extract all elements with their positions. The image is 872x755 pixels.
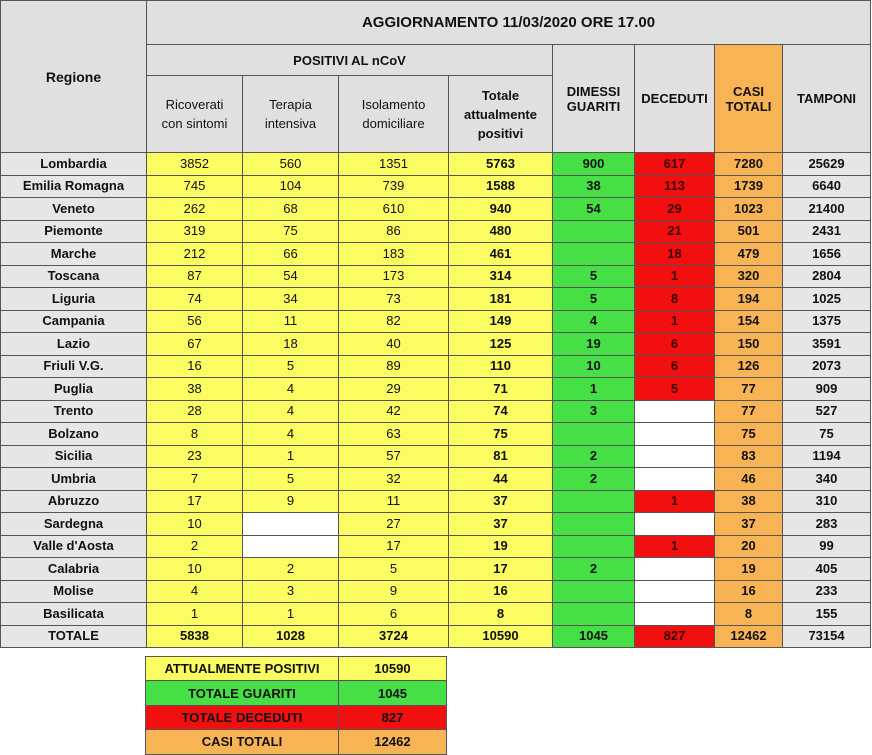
cell-isolamento: 27: [339, 513, 449, 536]
cell-ricoverati: 262: [147, 198, 243, 221]
summary-row: [146, 657, 447, 681]
cell-isolamento: 86: [339, 220, 449, 243]
cell-terapia: 68: [243, 198, 339, 221]
cell-totale-positivi: 17: [449, 558, 553, 581]
cell-terapia: 66: [243, 243, 339, 266]
table-row: [1, 378, 871, 401]
cell-regione: Lombardia: [1, 153, 147, 176]
cell-casi: 20: [715, 535, 783, 558]
cell-casi: 320: [715, 265, 783, 288]
cell-regione: Sicilia: [1, 445, 147, 468]
cell-casi: 75: [715, 423, 783, 446]
cell-terapia: 4: [243, 423, 339, 446]
cell-totale-positivi: 19: [449, 535, 553, 558]
cell-dimessi: 3: [553, 400, 635, 423]
cell-deceduti: 5: [635, 378, 715, 401]
cell-totale-positivi: 125: [449, 333, 553, 356]
table-row: [1, 198, 871, 221]
header-dimessi-label: DIMESSI GUARITI: [566, 83, 621, 114]
cell-terapia: 2: [243, 558, 339, 581]
cell-tamponi: 21400: [783, 198, 871, 221]
cell-isolamento: 11: [339, 490, 449, 513]
cell-isolamento: 32: [339, 468, 449, 491]
cell-isolamento: 29: [339, 378, 449, 401]
header-casi-label: CASI TOTALI: [725, 83, 772, 114]
cell-isolamento: 42: [339, 400, 449, 423]
cell-tamponi: 2073: [783, 355, 871, 378]
summary-row: [146, 730, 447, 754]
table-row: [1, 468, 871, 491]
cell-terapia: 1: [243, 445, 339, 468]
cell-deceduti: 1: [635, 490, 715, 513]
cell-deceduti: 1: [635, 535, 715, 558]
summary-label: TOTALE GUARITI: [146, 681, 339, 705]
cell-dimessi: 19: [553, 333, 635, 356]
cell-casi: 16: [715, 580, 783, 603]
cell-casi: 1739: [715, 175, 783, 198]
cell-dimessi: 54: [553, 198, 635, 221]
header-ricoverati: [147, 76, 243, 153]
header-regione: Regione: [1, 1, 147, 153]
cell-totale-positivi: 75: [449, 423, 553, 446]
cell-deceduti: [635, 603, 715, 626]
cell-isolamento: 57: [339, 445, 449, 468]
cell-casi: 8: [715, 603, 783, 626]
cell-dimessi: [553, 513, 635, 536]
header-ricoverati-label: Ricoverati con sintomi: [161, 97, 228, 131]
cell-casi: 77: [715, 378, 783, 401]
header-casi: [715, 45, 783, 153]
cell-terapia: 54: [243, 265, 339, 288]
cell-totale-positivi: 81: [449, 445, 553, 468]
cell-casi: 479: [715, 243, 783, 266]
cell-isolamento: 610: [339, 198, 449, 221]
cell-totale-positivi: 149: [449, 310, 553, 333]
cell-tamponi: 527: [783, 400, 871, 423]
table-row: [1, 265, 871, 288]
cell-deceduti: [635, 445, 715, 468]
cell-tamponi: 3591: [783, 333, 871, 356]
cell-terapia: 560: [243, 153, 339, 176]
cell-isolamento: 82: [339, 310, 449, 333]
cell-casi: 150: [715, 333, 783, 356]
cell-tamponi: 233: [783, 580, 871, 603]
cell-regione: Marche: [1, 243, 147, 266]
cell-tamponi: 2804: [783, 265, 871, 288]
cell-terapia: 3: [243, 580, 339, 603]
cell-deceduti: [635, 513, 715, 536]
cell-regione: Liguria: [1, 288, 147, 311]
header-totale-positivi-label: Totale attualmente positivi: [464, 87, 537, 141]
cell-casi: 38: [715, 490, 783, 513]
cell-ricoverati: 67: [147, 333, 243, 356]
cell-terapia: 5: [243, 355, 339, 378]
cell-dimessi: [553, 220, 635, 243]
cell-regione: Abruzzo: [1, 490, 147, 513]
table-row: [1, 558, 871, 581]
cell-ricoverati: 3852: [147, 153, 243, 176]
cell-casi: 83: [715, 445, 783, 468]
cell-dimessi: 38: [553, 175, 635, 198]
cell-ricoverati: 17: [147, 490, 243, 513]
table-row: [1, 603, 871, 626]
header-isolamento-label: Isolamento domiciliare: [361, 97, 426, 131]
cell-totale-positivi: 37: [449, 490, 553, 513]
cell-regione: Veneto: [1, 198, 147, 221]
table-row: [1, 288, 871, 311]
cell-isolamento: 40: [339, 333, 449, 356]
cell-regione: Molise: [1, 580, 147, 603]
cell-terapia: 11: [243, 310, 339, 333]
cell-casi: 126: [715, 355, 783, 378]
cell-regione: Calabria: [1, 558, 147, 581]
cell-regione: Campania: [1, 310, 147, 333]
total-ricoverati: 5838: [147, 625, 243, 648]
cell-terapia: 34: [243, 288, 339, 311]
table-row: [1, 333, 871, 356]
cell-dimessi: [553, 535, 635, 558]
cell-deceduti: [635, 400, 715, 423]
cell-ricoverati: 10: [147, 513, 243, 536]
cell-totale-positivi: 16: [449, 580, 553, 603]
cell-dimessi: [553, 243, 635, 266]
cell-deceduti: [635, 468, 715, 491]
cell-ricoverati: 87: [147, 265, 243, 288]
cell-isolamento: 73: [339, 288, 449, 311]
cell-dimessi: 5: [553, 265, 635, 288]
summary-value: 827: [339, 705, 447, 729]
cell-deceduti: 6: [635, 355, 715, 378]
summary-label: TOTALE DECEDUTI: [146, 705, 339, 729]
total-dimessi: 1045: [553, 625, 635, 648]
cell-ricoverati: 2: [147, 535, 243, 558]
cell-terapia: 104: [243, 175, 339, 198]
cell-regione: Valle d'Aosta: [1, 535, 147, 558]
cell-ricoverati: 4: [147, 580, 243, 603]
table-row: [1, 355, 871, 378]
table-body: [1, 153, 871, 648]
header-isolamento: [339, 76, 449, 153]
total-terapia: 1028: [243, 625, 339, 648]
cell-terapia: 18: [243, 333, 339, 356]
table-row: [1, 400, 871, 423]
cell-terapia: [243, 535, 339, 558]
cell-deceduti: [635, 423, 715, 446]
table-row: [1, 310, 871, 333]
total-tamponi: 73154: [783, 625, 871, 648]
cell-ricoverati: 23: [147, 445, 243, 468]
cell-isolamento: 1351: [339, 153, 449, 176]
cell-casi: 501: [715, 220, 783, 243]
total-casi: 12462: [715, 625, 783, 648]
cell-totale-positivi: 71: [449, 378, 553, 401]
cell-regione: Friuli V.G.: [1, 355, 147, 378]
cell-deceduti: 29: [635, 198, 715, 221]
cell-casi: 1023: [715, 198, 783, 221]
cell-dimessi: 4: [553, 310, 635, 333]
cell-tamponi: 1194: [783, 445, 871, 468]
cell-terapia: 9: [243, 490, 339, 513]
cell-tamponi: 909: [783, 378, 871, 401]
cell-dimessi: 900: [553, 153, 635, 176]
cell-regione: Piemonte: [1, 220, 147, 243]
cell-dimessi: 1: [553, 378, 635, 401]
summary-value: 10590: [339, 657, 447, 681]
summary-value: 12462: [339, 730, 447, 754]
cell-isolamento: 89: [339, 355, 449, 378]
cell-regione: Puglia: [1, 378, 147, 401]
cell-regione: Sardegna: [1, 513, 147, 536]
cell-totale-positivi: 44: [449, 468, 553, 491]
cell-ricoverati: 319: [147, 220, 243, 243]
summary-row: [146, 681, 447, 705]
cell-isolamento: 183: [339, 243, 449, 266]
table-row: [1, 580, 871, 603]
table-row: [1, 423, 871, 446]
cell-isolamento: 9: [339, 580, 449, 603]
cell-totale-positivi: 74: [449, 400, 553, 423]
header-terapia-label: Terapia intensiva: [264, 97, 317, 131]
cell-ricoverati: 8: [147, 423, 243, 446]
cell-dimessi: 10: [553, 355, 635, 378]
cell-deceduti: 21: [635, 220, 715, 243]
table-row: [1, 490, 871, 513]
cell-tamponi: 340: [783, 468, 871, 491]
total-regione: TOTALE: [1, 625, 147, 648]
cell-regione: Basilicata: [1, 603, 147, 626]
header-positivi-group: POSITIVI AL nCoV: [147, 45, 553, 76]
cell-totale-positivi: 8: [449, 603, 553, 626]
cell-tamponi: 2431: [783, 220, 871, 243]
cell-isolamento: 6: [339, 603, 449, 626]
cell-totale-positivi: 480: [449, 220, 553, 243]
cell-totale-positivi: 110: [449, 355, 553, 378]
cell-tamponi: 283: [783, 513, 871, 536]
cell-isolamento: 173: [339, 265, 449, 288]
cell-ricoverati: 38: [147, 378, 243, 401]
cell-dimessi: [553, 603, 635, 626]
cell-terapia: [243, 513, 339, 536]
cell-dimessi: 2: [553, 558, 635, 581]
cell-dimessi: 5: [553, 288, 635, 311]
summary-label: CASI TOTALI: [146, 730, 339, 754]
summary-row: [146, 705, 447, 729]
cell-totale-positivi: 940: [449, 198, 553, 221]
total-totale-positivi: 10590: [449, 625, 553, 648]
cell-casi: 77: [715, 400, 783, 423]
summary-table: [145, 656, 447, 755]
cell-terapia: 1: [243, 603, 339, 626]
cell-regione: Umbria: [1, 468, 147, 491]
total-isolamento: 3724: [339, 625, 449, 648]
cell-isolamento: 63: [339, 423, 449, 446]
cell-ricoverati: 212: [147, 243, 243, 266]
cell-dimessi: 2: [553, 468, 635, 491]
cell-terapia: 4: [243, 400, 339, 423]
cell-tamponi: 99: [783, 535, 871, 558]
cell-regione: Lazio: [1, 333, 147, 356]
table-row: [1, 153, 871, 176]
cell-deceduti: 1: [635, 265, 715, 288]
cell-tamponi: 155: [783, 603, 871, 626]
cell-dimessi: [553, 490, 635, 513]
cell-deceduti: 8: [635, 288, 715, 311]
table-row: [1, 535, 871, 558]
table-title: AGGIORNAMENTO 11/03/2020 ORE 17.00: [147, 1, 871, 45]
cell-casi: 46: [715, 468, 783, 491]
cell-regione: Bolzano: [1, 423, 147, 446]
cell-dimessi: 2: [553, 445, 635, 468]
cell-regione: Trento: [1, 400, 147, 423]
cell-deceduti: 617: [635, 153, 715, 176]
cell-tamponi: 310: [783, 490, 871, 513]
cell-tamponi: 75: [783, 423, 871, 446]
cell-deceduti: 18: [635, 243, 715, 266]
cell-casi: 7280: [715, 153, 783, 176]
cell-totale-positivi: 461: [449, 243, 553, 266]
cell-tamponi: 25629: [783, 153, 871, 176]
table-row: [1, 220, 871, 243]
total-deceduti: 827: [635, 625, 715, 648]
cell-totale-positivi: 314: [449, 265, 553, 288]
cell-dimessi: [553, 423, 635, 446]
summary-value: 1045: [339, 681, 447, 705]
cell-ricoverati: 74: [147, 288, 243, 311]
cell-totale-positivi: 1588: [449, 175, 553, 198]
cell-terapia: 75: [243, 220, 339, 243]
header-deceduti: DECEDUTI: [635, 45, 715, 153]
cell-deceduti: [635, 580, 715, 603]
cell-ricoverati: 1: [147, 603, 243, 626]
table-row: [1, 513, 871, 536]
cell-deceduti: [635, 558, 715, 581]
cell-tamponi: 6640: [783, 175, 871, 198]
table-row: [1, 445, 871, 468]
cell-terapia: 5: [243, 468, 339, 491]
cell-ricoverati: 28: [147, 400, 243, 423]
cell-isolamento: 17: [339, 535, 449, 558]
cell-ricoverati: 10: [147, 558, 243, 581]
cell-dimessi: [553, 580, 635, 603]
cell-casi: 194: [715, 288, 783, 311]
cell-ricoverati: 56: [147, 310, 243, 333]
header-dimessi: [553, 45, 635, 153]
cell-casi: 37: [715, 513, 783, 536]
table-row: [1, 243, 871, 266]
cell-casi: 19: [715, 558, 783, 581]
cell-regione: Toscana: [1, 265, 147, 288]
cell-regione: Emilia Romagna: [1, 175, 147, 198]
cell-isolamento: 5: [339, 558, 449, 581]
cell-terapia: 4: [243, 378, 339, 401]
cell-casi: 154: [715, 310, 783, 333]
cell-isolamento: 739: [339, 175, 449, 198]
cell-tamponi: 1025: [783, 288, 871, 311]
cell-deceduti: 113: [635, 175, 715, 198]
cell-ricoverati: 7: [147, 468, 243, 491]
cell-totale-positivi: 181: [449, 288, 553, 311]
cell-ricoverati: 745: [147, 175, 243, 198]
cell-tamponi: 405: [783, 558, 871, 581]
table-row: [1, 175, 871, 198]
cell-deceduti: 1: [635, 310, 715, 333]
total-row: [1, 625, 871, 648]
header-tamponi: TAMPONI: [783, 45, 871, 153]
summary-label: ATTUALMENTE POSITIVI: [146, 657, 339, 681]
cell-totale-positivi: 5763: [449, 153, 553, 176]
cell-deceduti: 6: [635, 333, 715, 356]
header-totale-positivi: [449, 76, 553, 153]
cell-ricoverati: 16: [147, 355, 243, 378]
header-terapia: [243, 76, 339, 153]
cell-tamponi: 1375: [783, 310, 871, 333]
cell-tamponi: 1656: [783, 243, 871, 266]
cell-totale-positivi: 37: [449, 513, 553, 536]
